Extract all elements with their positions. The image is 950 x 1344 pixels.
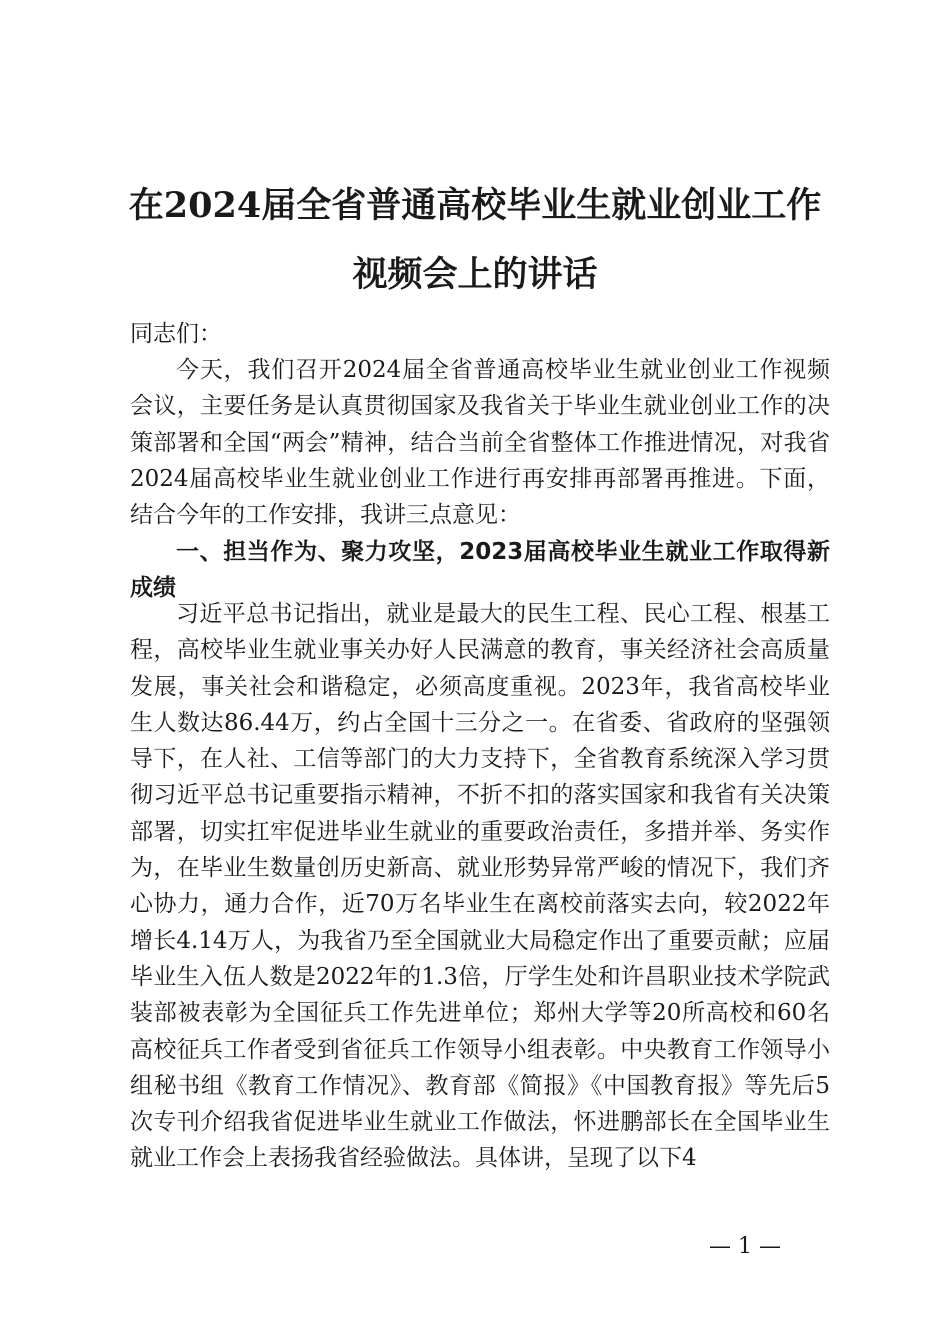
salutation: 同志们： <box>130 321 222 347</box>
document-title-line-2: 视频会上的讲话 <box>352 254 598 295</box>
paragraph-section-1: 习近平总书记指出，就业是最大的民生工程、民心工程、根基工程，高校毕业生就业事关办好人民满意的教育，事关经济社会高质量发展，事关社会和谐稳定，必须高度重视。2023年，我省高校毕业生人数达86.44万，约占全国十三分之一。在省委、省政府的坚强领导下，在人社、工信等部门的大力支持下，全省教育系统深入学习贯彻习近平总书记重要指示精神，不折不扣的落实国家和我省有关决策部署，切实扛牢促进毕业生就业的重要政治责任，多措并举、务实作为，在毕业生数量创历史新高、就业形势异常严峻的情况下，我们齐心协力，通力合作，近70万名毕业生在离校前落实去向，较2022年增长4.14万人，为我省乃至全国就业大局稳定作出了重要贡献；应届毕业生入伍人数是2022年的1.3倍，厅学生处和许昌职业技术学院武装部被表彰为全国征兵工作先进单位；郑州大学等20所高校和60名高校征兵工作者受到省征兵工作领导小组表彰。中央教育工作领导小组秘书组《教育工作情况》、教育部《简报》《中国教育报》等先后5次专刊介绍我省促进毕业生就业工作做法，怀进鹏部长在全国毕业生就业工作会上表扬我省经验做法。具体讲，呈现了以下4 <box>130 601 830 1172</box>
document-title-line-1: 在2024届全省普通高校毕业生就业创业工作 <box>128 185 822 226</box>
page-number: — 1 — <box>709 1234 781 1259</box>
section-heading-1: 一、担当作为、聚力攻坚，2023届高校毕业生就业工作取得新成绩 <box>130 539 830 602</box>
paragraph-intro: 今天，我们召开2024届全省普通高校毕业生就业创业工作视频会议，主要任务是认真贯彻国家及我省关于毕业生就业创业工作的决策部署和全国“两会”精神，结合当前全省整体工作推进情况，对我省2024届高校毕业生就业创业工作进行再安排再部署再推进。下面，结合今年的工作安排，我讲三点意见： <box>130 357 830 529</box>
